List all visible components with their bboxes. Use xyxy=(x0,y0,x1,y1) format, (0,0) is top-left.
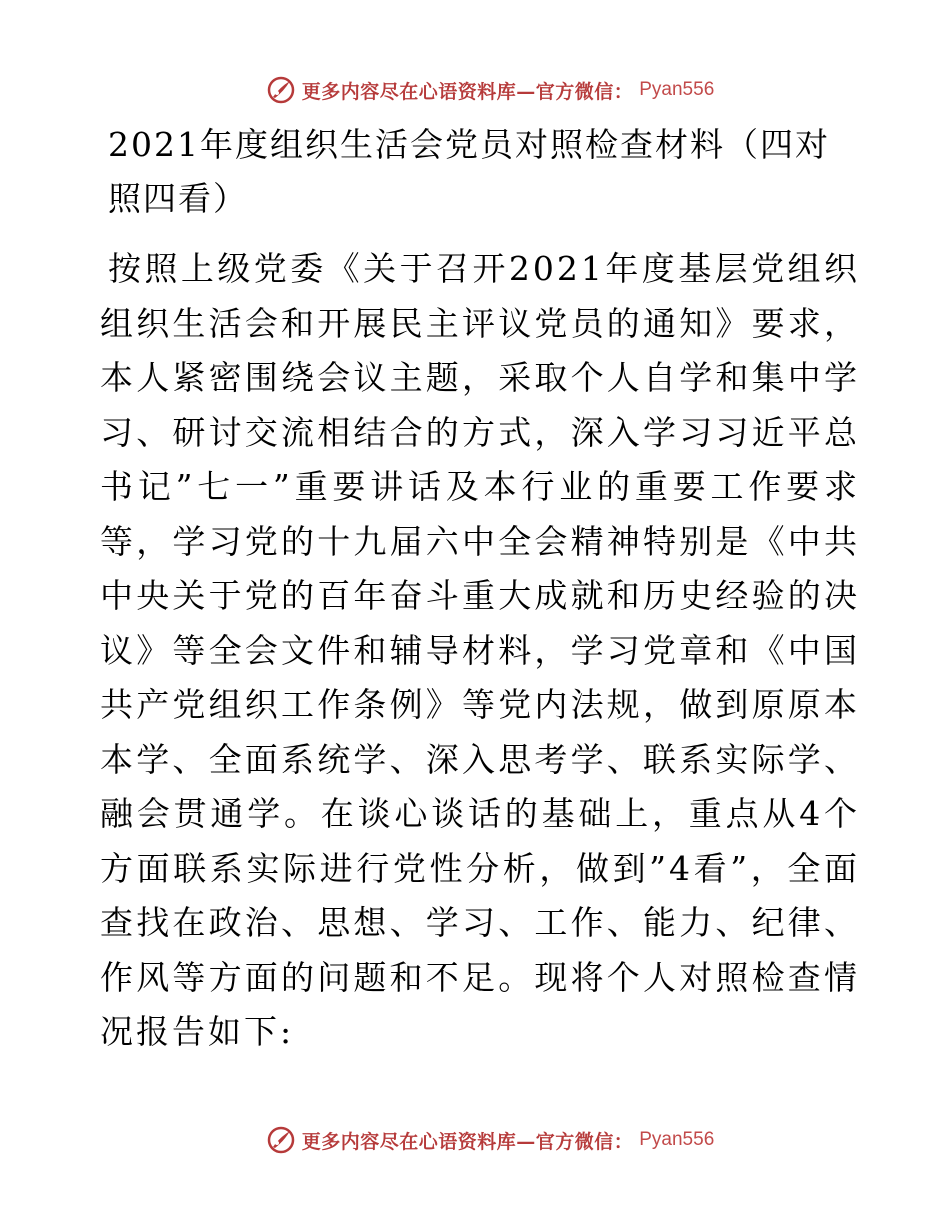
footer-watermark xyxy=(0,1120,950,1160)
document-body xyxy=(100,118,860,1060)
watermark-text: 更多内容尽在心语资料库—官方微信： xyxy=(301,80,634,103)
document-paragraph: 按照上级党委《关于召开2021年度基层党组织组织生活会和开展民主评议党员的通知》要求，本人紧密围绕会议主题，采取个人自学和集中学习、研讨交流相结合的方式，深入学习习近平总书记”七一”重要讲话及本行业的重要工作要求等，学习党的十九届六中全会精神特别是《中共中央关于党的百年奋斗重大成就和历史经验的决议》等全会文件和辅导材料，学习党章和《中国共产党组织工作条例》等党内法规，做到原原本本学、全面系统学、深入思考学、联系实际学、融会贯通学。在谈心谈话的基础上，重点从4个方面联系实际进行党性分析，做到”4看”，全面查找在政治、思想、学习、工作、能力、纪律、作风等方面的问题和不足。现将个人对照检查情况报告如下: xyxy=(100,249,860,1051)
quill-logo-icon xyxy=(266,75,296,105)
wechat-id: Pyan556 xyxy=(639,79,715,100)
document-title: 2021年度组织生活会党员对照检查材料（四对照四看） xyxy=(108,125,830,218)
watermark-text: 更多内容尽在心语资料库—官方微信： xyxy=(301,1130,634,1153)
quill-logo-icon xyxy=(266,1125,296,1155)
header-watermark xyxy=(0,70,950,110)
wechat-id: Pyan556 xyxy=(639,1129,715,1150)
